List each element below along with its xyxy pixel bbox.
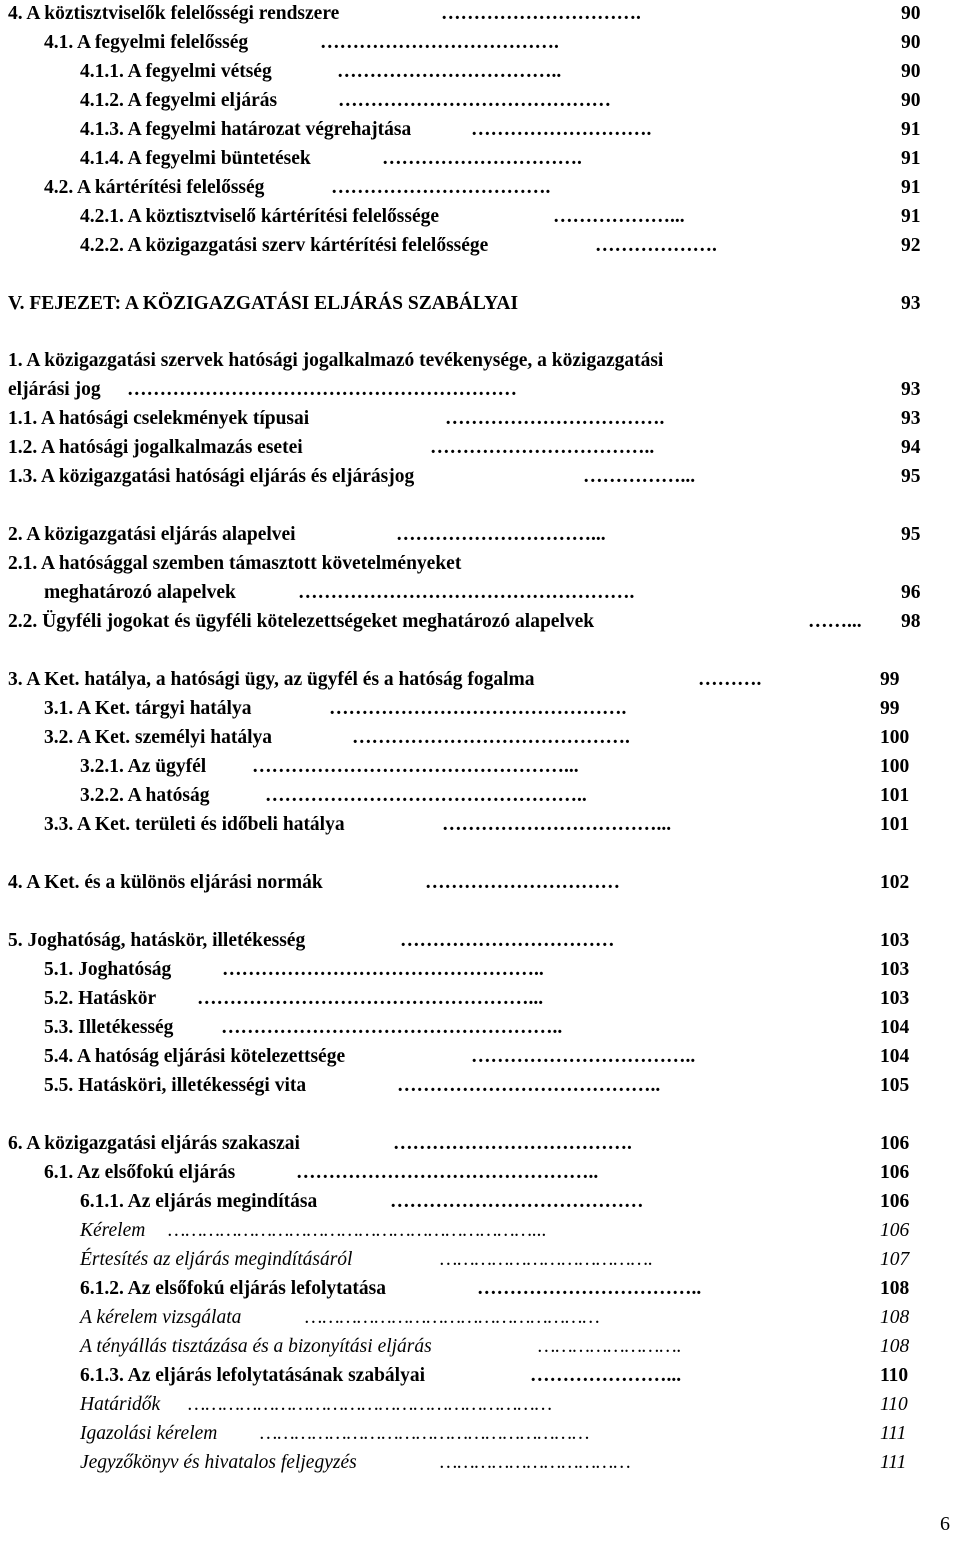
toc-entry-title: 2. A közigazgatási eljárás alapelvei bbox=[8, 524, 296, 545]
toc-page-number: 90 bbox=[901, 61, 921, 82]
toc-entry bbox=[8, 0, 960, 28]
toc-page-number: 106 bbox=[880, 1133, 910, 1154]
toc-page-number: 106 bbox=[880, 1220, 910, 1241]
toc-entry-title: Jegyzőkönyv és hivatalos feljegyzés bbox=[80, 1452, 357, 1473]
toc-leader-dots: ………………... bbox=[553, 206, 685, 227]
toc-leader-dots: ………………………… bbox=[425, 872, 620, 893]
toc-entry-title: 1.2. A hatósági jogalkalmazás esetei bbox=[8, 437, 303, 458]
toc-leader-dots: ………………………………………………………... bbox=[168, 1220, 547, 1241]
toc-entry bbox=[8, 1130, 960, 1158]
toc-entry bbox=[44, 29, 960, 57]
toc-leader-dots: ………………………………. bbox=[440, 1249, 653, 1270]
toc-leader-dots: …………………………………………………… bbox=[127, 379, 517, 400]
toc-page-number: 99 bbox=[880, 669, 900, 690]
toc-leader-dots: …………………………... bbox=[396, 524, 606, 545]
toc-entry bbox=[8, 608, 960, 636]
toc-page-number: 108 bbox=[880, 1278, 910, 1299]
toc-entry bbox=[44, 1043, 960, 1071]
toc-entry-title: 3.2. A Ket. személyi hatálya bbox=[44, 727, 273, 748]
toc-leader-dots: ………………………………… bbox=[390, 1191, 644, 1212]
toc-entry bbox=[8, 347, 960, 375]
toc-entry bbox=[80, 232, 960, 260]
toc-leader-dots: …………………………. bbox=[441, 3, 641, 24]
toc-entry-title: 4.2.1. A köztisztviselő kártérítési felelőssége bbox=[80, 206, 440, 227]
toc-entry bbox=[44, 985, 960, 1013]
toc-entry bbox=[80, 1275, 960, 1303]
toc-entry bbox=[44, 174, 960, 202]
toc-leader-dots: …………………………………… bbox=[338, 90, 611, 111]
toc-leader-dots: ……………………………………. bbox=[352, 727, 630, 748]
toc-entry bbox=[80, 1304, 960, 1332]
toc-page-number: 100 bbox=[880, 756, 910, 777]
table-of-contents bbox=[8, 0, 960, 1543]
toc-entry-title: 5. Joghatóság, hatáskör, illetékesség bbox=[8, 930, 306, 951]
toc-page-number: 102 bbox=[880, 872, 910, 893]
toc-leader-dots: ……………………………... bbox=[442, 814, 672, 835]
toc-entry-title: 4. A köztisztviselők felelősségi rendszere bbox=[8, 3, 340, 24]
toc-leader-dots: ………………………………………………… bbox=[260, 1423, 590, 1444]
toc-leader-dots: ………………………………………….. bbox=[222, 959, 544, 980]
toc-page-number: 106 bbox=[880, 1162, 910, 1183]
toc-page-number: 106 bbox=[880, 1191, 910, 1212]
toc-page-number: 104 bbox=[880, 1017, 910, 1038]
toc-page-number: 92 bbox=[901, 235, 921, 256]
toc-entry bbox=[44, 1159, 960, 1187]
toc-entry bbox=[80, 116, 960, 144]
toc-entry-title: 3.3. A Ket. területi és időbeli hatálya bbox=[44, 814, 345, 835]
toc-entry-title: 6.1.3. Az eljárás lefolytatásának szabályai bbox=[80, 1365, 426, 1386]
toc-entry bbox=[80, 1362, 960, 1390]
toc-entry-title: 5.5. Hatásköri, illetékességi vita bbox=[44, 1075, 307, 1096]
toc-entry bbox=[80, 87, 960, 115]
toc-leader-dots: ………………………………. bbox=[320, 32, 559, 53]
toc-entry-title: 6. A közigazgatási eljárás szakaszai bbox=[8, 1133, 300, 1154]
toc-page-number: 108 bbox=[880, 1336, 910, 1357]
toc-leader-dots: ………………………. bbox=[471, 119, 652, 140]
toc-entry bbox=[80, 1420, 960, 1448]
toc-entry bbox=[80, 1188, 960, 1216]
toc-leader-dots: …………………………………………….. bbox=[221, 1017, 563, 1038]
toc-entry bbox=[8, 290, 960, 318]
toc-page-number: 105 bbox=[880, 1075, 910, 1096]
toc-leader-dots: ……………………. bbox=[538, 1336, 682, 1357]
toc-page-number: 93 bbox=[901, 293, 921, 314]
toc-entry-title: V. FEJEZET: A KÖZIGAZGATÁSI ELJÁRÁS SZABÁLYAI bbox=[8, 293, 519, 314]
toc-entry bbox=[80, 1217, 960, 1245]
toc-entry bbox=[8, 869, 960, 897]
toc-entry-title: eljárási jog bbox=[8, 379, 101, 400]
toc-entry bbox=[44, 956, 960, 984]
toc-leader-dots: ………………………………………. bbox=[329, 698, 627, 719]
toc-leader-dots: ………………………………. bbox=[393, 1133, 632, 1154]
toc-page-number: 111 bbox=[880, 1423, 907, 1444]
toc-page-number: 90 bbox=[901, 90, 921, 111]
toc-leader-dots: ……………………………. bbox=[445, 408, 665, 429]
toc-page-number: 103 bbox=[880, 988, 910, 1009]
toc-entry-title: 4. A Ket. és a különös eljárási normák bbox=[8, 872, 323, 893]
toc-entry-title: 4.1.2. A fegyelmi eljárás bbox=[80, 90, 278, 111]
toc-page-number: 108 bbox=[880, 1307, 910, 1328]
toc-leader-dots: …………………………… bbox=[400, 930, 615, 951]
toc-page-number: 95 bbox=[901, 524, 921, 545]
toc-page-number: 99 bbox=[880, 698, 900, 719]
toc-entry bbox=[80, 203, 960, 231]
toc-leader-dots: …………………………….. bbox=[337, 61, 562, 82]
toc-page-number: 91 bbox=[901, 148, 921, 169]
toc-entry-title: 4.1.4. A fegyelmi büntetések bbox=[80, 148, 311, 169]
toc-leader-dots: ……………………………………………………… bbox=[188, 1394, 553, 1415]
toc-leader-dots: …………………………… bbox=[440, 1452, 631, 1473]
toc-leader-dots: ……………………………………………... bbox=[197, 988, 544, 1009]
toc-entry-title: 5.2. Hatáskör bbox=[44, 988, 157, 1009]
toc-entry-title: 2.1. A hatósággal szemben támasztott követelményeket bbox=[8, 553, 462, 574]
toc-entry bbox=[44, 695, 960, 723]
toc-entry-title: Értesítés az eljárás megindításáról bbox=[80, 1249, 353, 1270]
toc-entry bbox=[8, 550, 960, 578]
toc-page-number: 101 bbox=[880, 814, 910, 835]
toc-entry bbox=[8, 521, 960, 549]
page-number: 6 bbox=[940, 1513, 950, 1535]
toc-entry bbox=[80, 58, 960, 86]
toc-entry-title: 6.1.2. Az elsőfokú eljárás lefolytatása bbox=[80, 1278, 387, 1299]
toc-entry-title: 1.3. A közigazgatási hatósági eljárás és eljárásjog bbox=[8, 466, 415, 487]
toc-page-number: 98 bbox=[901, 611, 921, 632]
toc-leader-dots: ……………………………. bbox=[331, 177, 551, 198]
toc-entry-title: Kérelem bbox=[80, 1220, 146, 1241]
toc-entry-title: A kérelem vizsgálata bbox=[80, 1307, 242, 1328]
toc-page-number: 91 bbox=[901, 177, 921, 198]
toc-page-number: 94 bbox=[901, 437, 921, 458]
toc-entry-title: 4.2.2. A közigazgatási szerv kártérítési felelőssége bbox=[80, 235, 489, 256]
toc-leader-dots: ………………………………….. bbox=[397, 1075, 661, 1096]
toc-leader-dots: …………………………….. bbox=[477, 1278, 702, 1299]
toc-entry-title: 5.1. Joghatóság bbox=[44, 959, 172, 980]
toc-entry-title: 3.1. A Ket. tárgyi hatálya bbox=[44, 698, 252, 719]
toc-entry-title: 4.1. A fegyelmi felelősség bbox=[44, 32, 249, 53]
toc-page-number: 103 bbox=[880, 959, 910, 980]
toc-entry-title: A tényállás tisztázása és a bizonyítási eljárás bbox=[80, 1336, 432, 1357]
toc-page-number: 91 bbox=[901, 206, 921, 227]
toc-entry bbox=[44, 1072, 960, 1100]
toc-page-number: 96 bbox=[901, 582, 921, 603]
toc-entry-title: 4.1.3. A fegyelmi határozat végrehajtása bbox=[80, 119, 412, 140]
toc-entry bbox=[80, 753, 960, 781]
toc-leader-dots: ………. bbox=[698, 669, 762, 690]
toc-entry bbox=[44, 724, 960, 752]
toc-page-number: 100 bbox=[880, 727, 910, 748]
toc-entry-title: 3. A Ket. hatálya, a hatósági ügy, az ügyfél és a hatóság fogalma bbox=[8, 669, 535, 690]
toc-entry bbox=[80, 1449, 960, 1477]
toc-entry-title: Határidők bbox=[80, 1394, 161, 1415]
toc-entry-title: 6.1. Az elsőfokú eljárás bbox=[44, 1162, 236, 1183]
toc-page-number: 90 bbox=[901, 3, 921, 24]
toc-entry-title: 5.4. A hatóság eljárási kötelezettsége bbox=[44, 1046, 346, 1067]
toc-entry bbox=[8, 405, 960, 433]
toc-leader-dots: …………………………………………... bbox=[252, 756, 579, 777]
toc-entry-title: 5.3. Illetékesség bbox=[44, 1017, 174, 1038]
toc-entry bbox=[44, 811, 960, 839]
toc-entry-title: meghatározó alapelvek bbox=[44, 582, 236, 603]
toc-page-number: 103 bbox=[880, 930, 910, 951]
toc-leader-dots: …………………... bbox=[530, 1365, 682, 1386]
toc-entry-title: 4.1.1. A fegyelmi vétség bbox=[80, 61, 272, 82]
toc-entry-title: 2.2. Ügyféli jogokat és ügyféli kötelezettségeket meghatározó alapelvek bbox=[8, 611, 595, 632]
toc-leader-dots: ……………... bbox=[583, 466, 696, 487]
toc-entry bbox=[80, 1391, 960, 1419]
toc-page-number: 110 bbox=[880, 1394, 908, 1415]
toc-entry-title: 1.1. A hatósági cselekmények típusai bbox=[8, 408, 310, 429]
toc-leader-dots: ……………………………………….. bbox=[296, 1162, 599, 1183]
toc-leader-dots: …………………………………………… bbox=[305, 1307, 600, 1328]
toc-entry bbox=[44, 579, 960, 607]
toc-entry-title: 1. A közigazgatási szervek hatósági jogalkalmazó tevékenysége, a közigazgatási bbox=[8, 350, 664, 371]
toc-entry bbox=[80, 1333, 960, 1361]
toc-page-number: 93 bbox=[901, 379, 921, 400]
toc-leader-dots: ………………. bbox=[595, 235, 717, 256]
toc-leader-dots: …………………………….. bbox=[471, 1046, 696, 1067]
toc-page-number: 91 bbox=[901, 119, 921, 140]
toc-leader-dots: ……………………………………………. bbox=[298, 582, 635, 603]
toc-entry-title: Igazolási kérelem bbox=[80, 1423, 218, 1444]
toc-leader-dots: ………………………………………….. bbox=[265, 785, 587, 806]
toc-page-number: 95 bbox=[901, 466, 921, 487]
toc-page-number: 90 bbox=[901, 32, 921, 53]
toc-entry bbox=[8, 376, 960, 404]
toc-entry bbox=[80, 145, 960, 173]
toc-page-number: 111 bbox=[880, 1452, 907, 1473]
toc-entry bbox=[80, 782, 960, 810]
toc-leader-dots: …………………………….. bbox=[430, 437, 655, 458]
toc-page-number: 110 bbox=[880, 1365, 909, 1386]
toc-entry bbox=[8, 927, 960, 955]
toc-leader-dots: ……... bbox=[808, 611, 862, 632]
toc-entry-title: 4.2. A kártérítési felelősség bbox=[44, 177, 265, 198]
toc-entry-title: 3.2.2. A hatóság bbox=[80, 785, 210, 806]
toc-leader-dots: …………………………. bbox=[382, 148, 582, 169]
toc-entry bbox=[44, 1014, 960, 1042]
toc-entry bbox=[8, 434, 960, 462]
toc-entry bbox=[8, 463, 960, 491]
toc-page-number: 104 bbox=[880, 1046, 910, 1067]
toc-entry-title: 3.2.1. Az ügyfél bbox=[80, 756, 207, 777]
toc-page-number: 107 bbox=[880, 1249, 910, 1270]
toc-entry-title: 6.1.1. Az eljárás megindítása bbox=[80, 1191, 318, 1212]
toc-entry bbox=[8, 666, 960, 694]
toc-page-number: 101 bbox=[880, 785, 910, 806]
toc-page-number: 93 bbox=[901, 408, 921, 429]
toc-entry bbox=[80, 1246, 960, 1274]
